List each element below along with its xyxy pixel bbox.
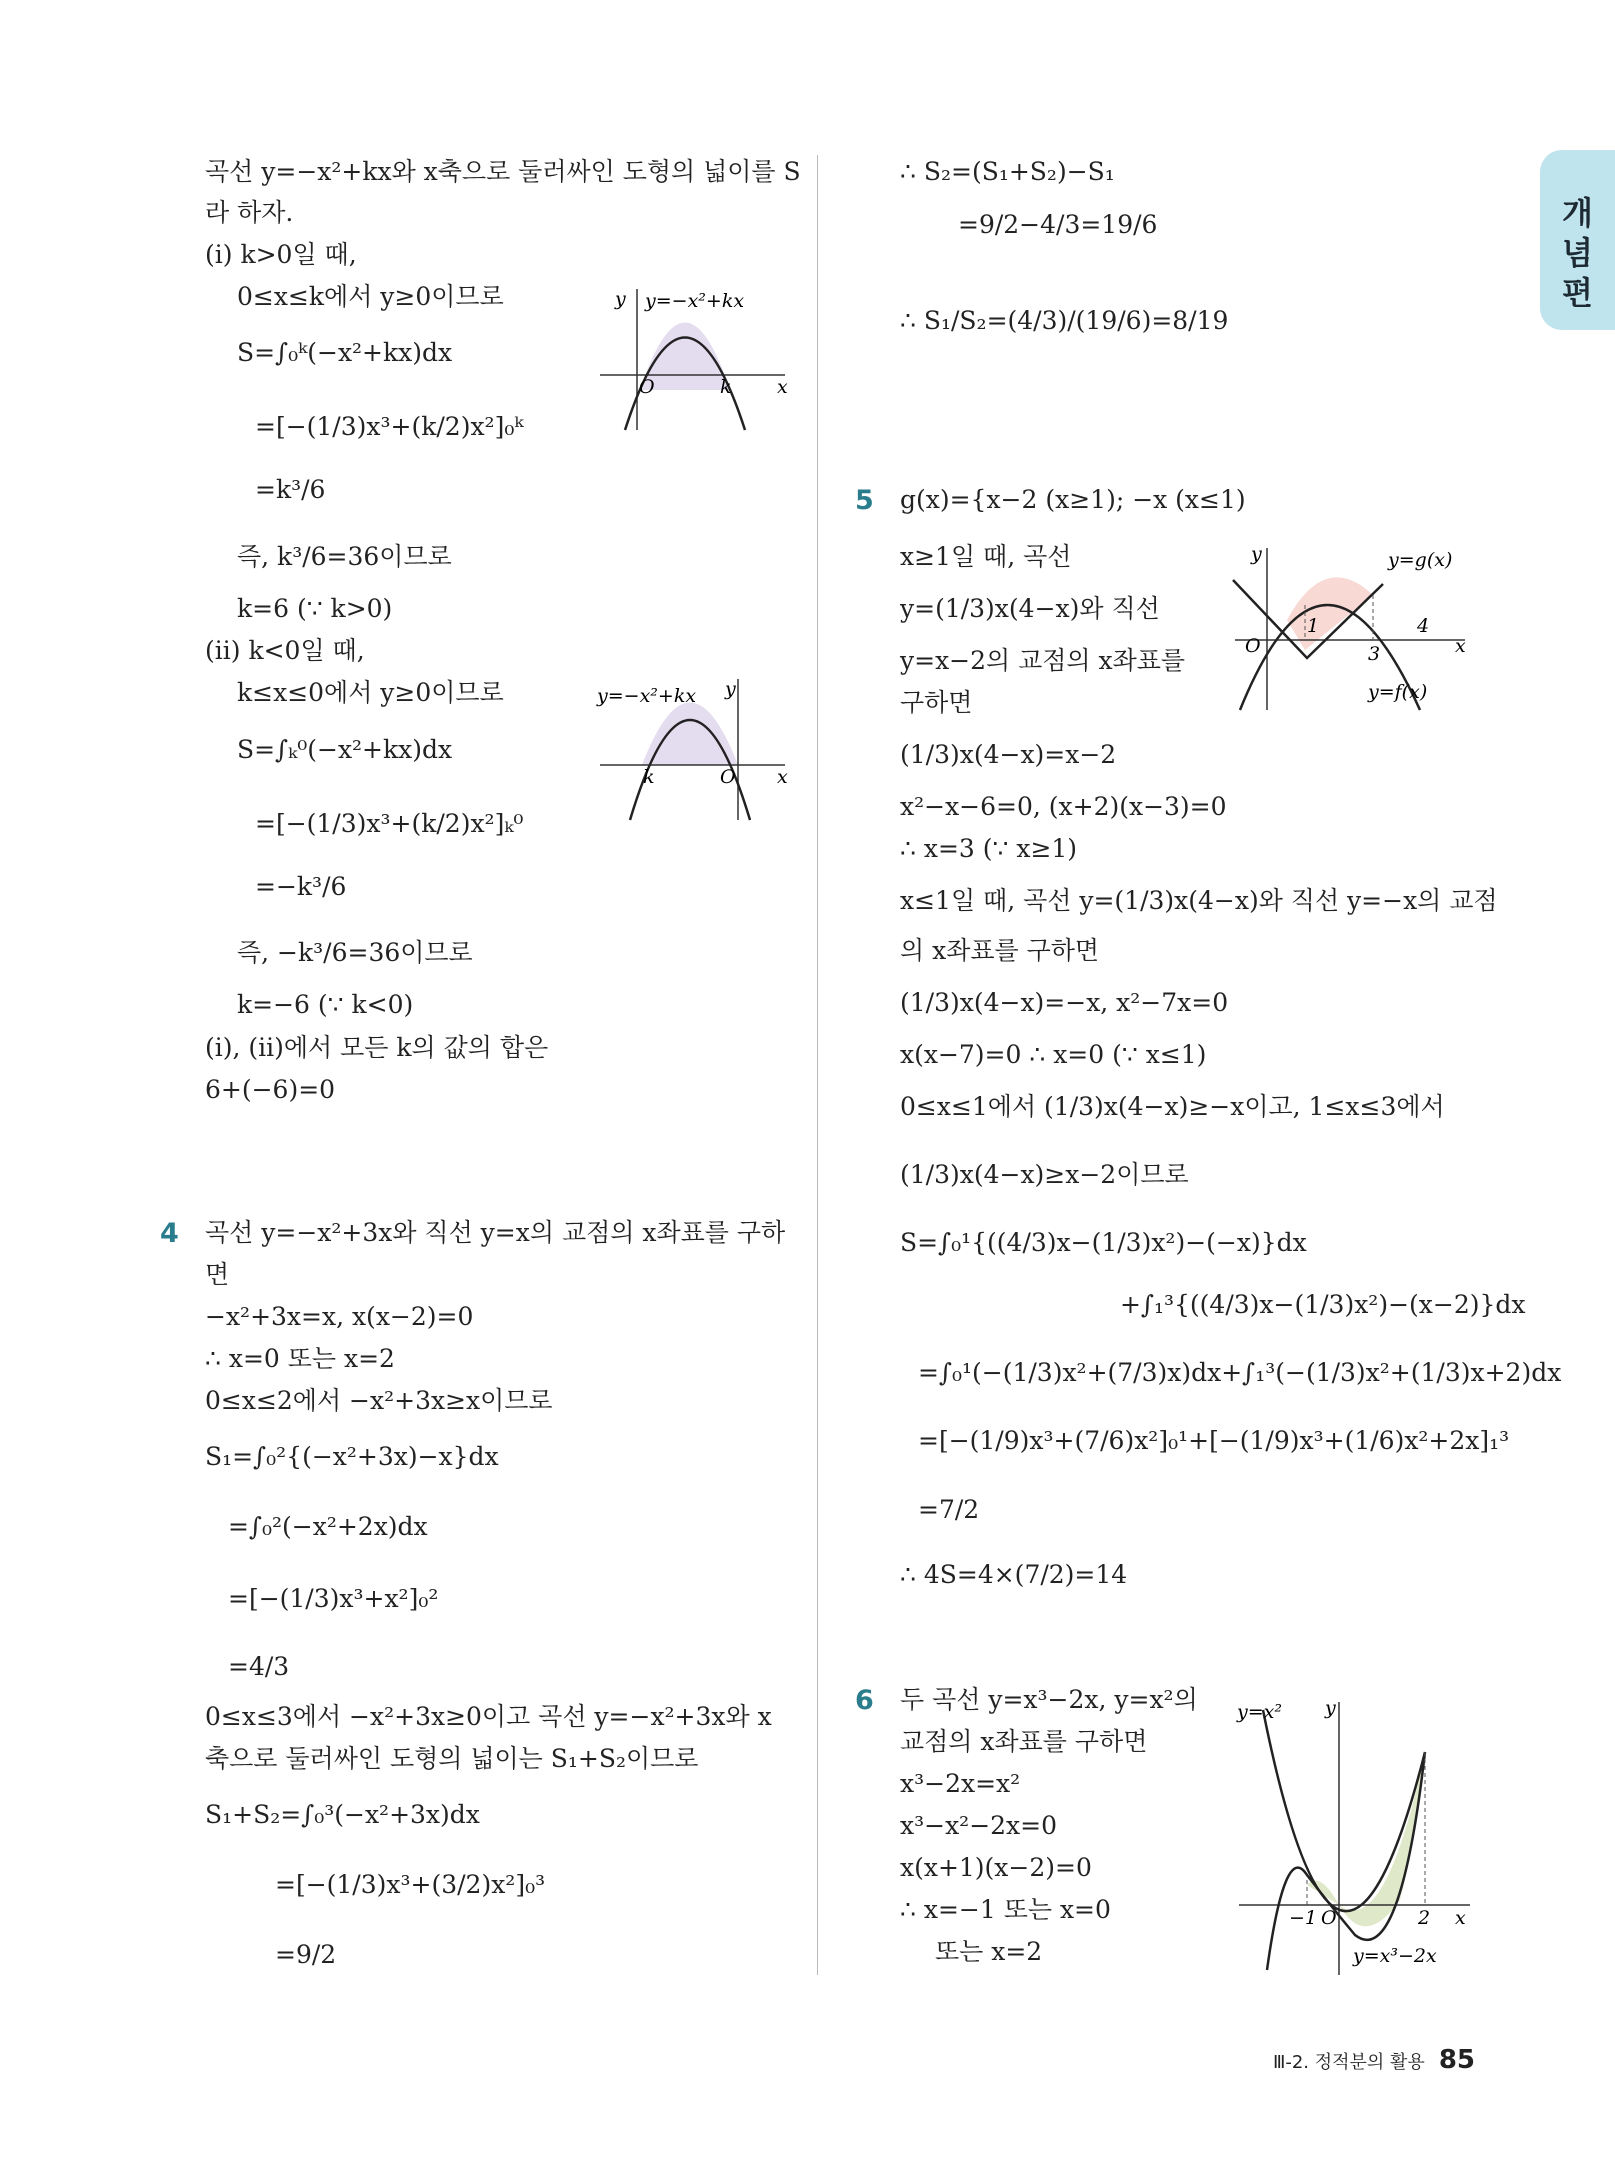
text-line: 0≤x≤3에서 −x²+3x≥0이고 곡선 y=−x²+3x와 x xyxy=(205,1702,772,1731)
text-line: =7/2 xyxy=(918,1495,980,1524)
tick-label: 2 xyxy=(1418,1907,1431,1929)
text-line: S₁+S₂=∫₀³(−x²+3x)dx xyxy=(205,1800,480,1829)
text-line: ∴ x=−1 또는 x=0 xyxy=(900,1895,1111,1924)
section-tab xyxy=(1540,150,1615,330)
tab-char: 개 xyxy=(1562,194,1593,232)
text-line: =[−(1/3)x³+(3/2)x²]₀³ xyxy=(275,1870,546,1899)
problem-number: 4 xyxy=(160,1218,179,1249)
f-label: y=f(x) xyxy=(1368,681,1428,703)
text-line: ∴ S₂=(S₁+S₂)−S₁ xyxy=(900,157,1115,186)
y-label: y xyxy=(1251,543,1262,565)
text-line: ∴ 4S=4×(7/2)=14 xyxy=(900,1560,1128,1589)
text-line: =[−(1/3)x³+x²]₀² xyxy=(228,1584,439,1613)
text-line: S=∫₀ᵏ(−x²+kx)dx xyxy=(237,338,453,367)
text-line: =[−(1/9)x³+(7/6)x²]₀¹+[−(1/9)x³+(1/6)x²+2x]₁³ xyxy=(918,1426,1510,1455)
text-line: =9/2−4/3=19/6 xyxy=(958,210,1158,239)
tick-label: 1 xyxy=(1307,615,1320,637)
text-line: k≤x≤0에서 y≥0이므로 xyxy=(237,678,504,707)
graph-cubic-and-square xyxy=(1235,1690,1475,1980)
text-line: k=6 (∵ k>0) xyxy=(237,594,393,623)
text-line: 또는 x=2 xyxy=(935,1937,1043,1966)
text-line: 0≤x≤1에서 (1/3)x(4−x)≥−x이고, 1≤x≤3에서 xyxy=(900,1092,1445,1121)
text-line: x³−x²−2x=0 xyxy=(900,1811,1057,1840)
text-line: 두 곡선 y=x³−2x, y=x²의 xyxy=(900,1685,1198,1714)
text-line: 즉, k³/6=36이므로 xyxy=(237,542,452,571)
text-line: x(x+1)(x−2)=0 xyxy=(900,1853,1092,1882)
text-line: −x²+3x=x, x(x−2)=0 xyxy=(205,1302,474,1331)
text-line: 0≤x≤2에서 −x²+3x≥x이므로 xyxy=(205,1386,553,1415)
text-line: 면 xyxy=(205,1260,230,1289)
curve-label: y=−x²+kx xyxy=(645,290,745,312)
text-line: =k³/6 xyxy=(255,475,326,504)
origin-label: O xyxy=(720,766,736,788)
text-line: k=−6 (∵ k<0) xyxy=(237,990,414,1019)
text-line: 곡선 y=−x²+3x와 직선 y=x의 교점의 x좌표를 구하 xyxy=(205,1218,786,1247)
text-line: (1/3)x(4−x)≥x−2이므로 xyxy=(900,1160,1189,1189)
text-line: 6+(−6)=0 xyxy=(205,1075,336,1104)
curve-label: y=−x²+kx xyxy=(597,685,697,707)
origin-label: O xyxy=(1321,1907,1337,1929)
area-region xyxy=(642,703,738,766)
text-line: S₁=∫₀²{(−x²+3x)−x}dx xyxy=(205,1442,499,1471)
x-label: x xyxy=(777,376,788,398)
k-label: k xyxy=(720,376,732,398)
column-divider xyxy=(817,155,818,1975)
text-line: =∫₀¹(−(1/3)x²+(7/3)x)dx+∫₁³(−(1/3)x²+(1/3)x+2)dx xyxy=(918,1358,1562,1387)
text-line: (ⅰ) k>0일 때, xyxy=(205,240,357,269)
text-line: (ⅰ), (ⅱ)에서 모든 k의 값의 합은 xyxy=(205,1033,549,1062)
origin-label: O xyxy=(639,376,655,398)
tick-label: 4 xyxy=(1417,615,1430,637)
text-line: =−k³/6 xyxy=(255,872,347,901)
text-line: +∫₁³{((4/3)x−(1/3)x²)−(x−2)}dx xyxy=(1120,1290,1526,1319)
text-line: y=x−2의 교점의 x좌표를 xyxy=(900,646,1186,675)
k-label: k xyxy=(643,766,655,788)
tab-char: 편 xyxy=(1562,274,1593,312)
graph-parabola-k-positive xyxy=(595,285,790,435)
text-line: 0≤x≤k에서 y≥0이므로 xyxy=(237,282,504,311)
text-line: (1/3)x(4−x)=−x, x²−7x=0 xyxy=(900,988,1229,1017)
cubic-label: y=x³−2x xyxy=(1353,1945,1437,1967)
problem-number: 6 xyxy=(855,1685,874,1716)
origin-label: O xyxy=(1245,635,1261,657)
text-line: g(x)={x−2 (x≥1); −x (x≤1) xyxy=(900,485,1246,514)
tab-char: 념 xyxy=(1562,234,1593,272)
text-line: ∴ x=3 (∵ x≥1) xyxy=(900,834,1078,863)
text-line: x(x−7)=0 ∴ x=0 (∵ x≤1) xyxy=(900,1040,1207,1069)
text-line: =4/3 xyxy=(228,1652,290,1681)
text-line: x≤1일 때, 곡선 y=(1/3)x(4−x)와 직선 y=−x의 교점 xyxy=(900,886,1498,915)
graph-g-and-f xyxy=(1225,540,1475,715)
text-line: 교점의 x좌표를 구하면 xyxy=(900,1727,1148,1756)
text-line: x²−x−6=0, (x+2)(x−3)=0 xyxy=(900,792,1227,821)
text-line: 곡선 y=−x²+kx와 x축으로 둘러싸인 도형의 넓이를 S xyxy=(205,157,801,186)
area-region xyxy=(1307,1881,1339,1906)
page-number: 85 xyxy=(1438,2045,1475,2075)
y-label: y xyxy=(615,288,626,310)
text-line: 즉, −k³/6=36이므로 xyxy=(237,938,473,967)
text-line: S=∫₀¹{((4/3)x−(1/3)x²)−(−x)}dx xyxy=(900,1228,1307,1257)
text-line: y=(1/3)x(4−x)와 직선 xyxy=(900,594,1160,623)
page-footer xyxy=(1273,2045,1475,2075)
text-line: 축으로 둘러싸인 도형의 넓이는 S₁+S₂이므로 xyxy=(205,1744,699,1773)
x-label: x xyxy=(1455,635,1466,657)
y-label: y xyxy=(725,678,736,700)
text-line: =[−(1/3)x³+(k/2)x²]₀ᵏ xyxy=(255,412,524,441)
tick-label: 3 xyxy=(1368,643,1381,665)
text-line: x³−2x=x² xyxy=(900,1769,1021,1798)
problem-number: 5 xyxy=(855,485,874,516)
text-line: (ⅱ) k<0일 때, xyxy=(205,636,365,665)
y-label: y xyxy=(1325,1697,1336,1719)
x-label: x xyxy=(777,766,788,788)
x-label: x xyxy=(1455,1907,1466,1929)
tick-label: −1 xyxy=(1289,1907,1318,1929)
text-line: ∴ S₁/S₂=(4/3)/(19/6)=8/19 xyxy=(900,306,1229,335)
text-line: (1/3)x(4−x)=x−2 xyxy=(900,740,1117,769)
text-line: =[−(1/3)x³+(k/2)x²]ₖ⁰ xyxy=(255,809,524,838)
graph-parabola-k-negative xyxy=(595,675,790,825)
text-line: =∫₀²(−x²+2x)dx xyxy=(228,1512,428,1541)
text-line: =9/2 xyxy=(275,1940,337,1969)
section-title: Ⅲ-2. 정적분의 활용 xyxy=(1272,2052,1425,2073)
square-label: y=x² xyxy=(1237,1701,1282,1723)
text-line: 라 하자. xyxy=(205,198,294,227)
g-label: y=g(x) xyxy=(1388,549,1453,571)
text-line: ∴ x=0 또는 x=2 xyxy=(205,1344,395,1373)
text-line: S=∫ₖ⁰(−x²+kx)dx xyxy=(237,735,453,764)
text-line: 의 x좌표를 구하면 xyxy=(900,936,1100,965)
text-line: 구하면 xyxy=(900,688,973,717)
text-line: x≥1일 때, 곡선 xyxy=(900,542,1072,571)
